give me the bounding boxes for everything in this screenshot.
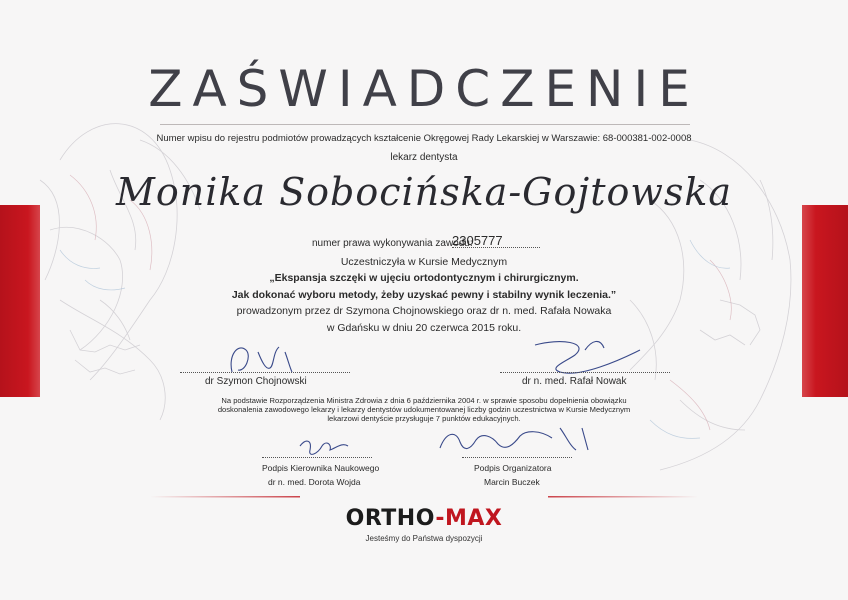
signature-line-2	[500, 371, 670, 373]
signatory-2-name: dr n. med. Rafał Nowak	[522, 376, 627, 387]
license-label: numer prawa wykonywania zawodu:	[312, 238, 473, 249]
scientific-head-role: Podpis Kierownika Naukowego	[262, 463, 380, 473]
scientific-head-name: dr n. med. Dorota Wojda	[268, 477, 361, 487]
signature-line-1	[180, 371, 350, 373]
signature-buczek	[440, 428, 588, 450]
signature-wojda	[300, 441, 348, 454]
signature-chojnowski	[231, 347, 292, 372]
signature-nowak	[535, 341, 640, 373]
license-number: 2305777	[452, 233, 503, 248]
logo-part-2: MAX	[444, 506, 503, 531]
profession-text: lekarz dentysta	[390, 152, 458, 163]
organizer-role: Podpis Organizatora	[474, 463, 552, 473]
logo-tagline: Jesteśmy do Państwa dyspozycji	[365, 534, 483, 543]
certificate-title: ZAŚWIADCZENIE	[148, 60, 700, 118]
organizer-signature-line	[462, 456, 572, 458]
license-dotted-line	[452, 246, 540, 248]
logo-part-1: ORTHO	[345, 506, 436, 531]
recipient-name: Monika Sobocińska-Gojtowska	[115, 170, 733, 214]
logo-dash: -	[435, 506, 445, 531]
registry-number-text: Numer wpisu do rejestru podmiotów prowadzących kształcenie Okręgowej Rady Lekarskiej w Warszawie: 68-000381-002-0008	[156, 133, 692, 144]
lecturers-text: prowadzonym przez dr Szymona Chojnowskiego oraz dr n. med. Rafała Nowaka	[236, 305, 612, 317]
participation-text: Uczestniczyła w Kursie Medycznym	[340, 256, 508, 268]
legal-note-text: Na podstawie Rozporządzenia Ministra Zdrowia z dnia 6 października 2004 r. w sprawie sposobu dopełnienia obowiązku doskonalenia zawodowego lekarzy i lekarzy dentystów udokumentowanej liczby godzin uczestnictwa w Kursie Medycznym lekarzowi dentyście przysługuje 7 punktów edukacyjnych.	[217, 396, 631, 423]
legal-note	[0, 396, 848, 423]
scientific-head-signature-line	[262, 456, 372, 458]
organizer-name: Marcin Buczek	[484, 477, 540, 487]
signatory-1-name: dr Szymon Chojnowski	[205, 376, 307, 387]
date-place-text: w Gdańsku w dniu 20 czerwca 2015 roku.	[326, 322, 522, 334]
title-underline	[160, 124, 690, 125]
ortho-max-logo	[0, 506, 848, 531]
course-title-line-2: Jak dokonać wyboru metody, żeby uzyskać pewny i stabilny wynik leczenia.”	[231, 289, 617, 301]
course-title-line-1: „Ekspansja szczęki w ujęciu ortodontycznym i chirurgicznym.	[269, 272, 579, 284]
